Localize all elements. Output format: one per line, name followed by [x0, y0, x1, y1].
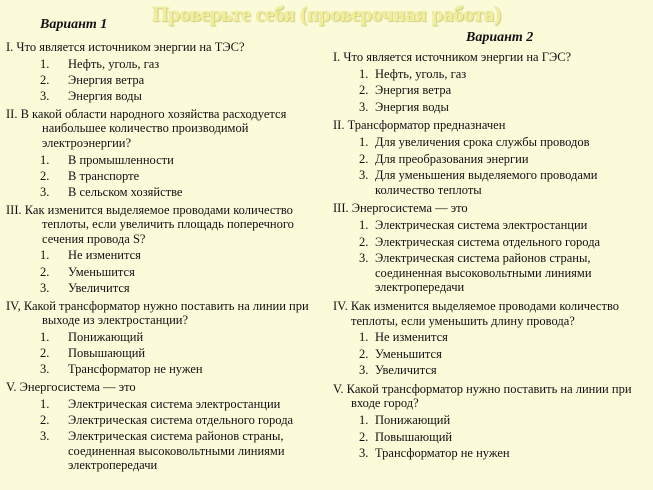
- answer-number: 1.: [359, 330, 369, 345]
- answer-text: Трансформатор не нужен: [68, 362, 203, 377]
- answer-option: [333, 218, 651, 233]
- question-text: II. Трансформатор предназначен: [333, 118, 506, 133]
- answer-number: 1.: [40, 56, 50, 71]
- answer-text: Понижающий: [375, 413, 451, 428]
- answer-text: Энергия воды: [68, 89, 142, 104]
- answer-option: [6, 397, 326, 412]
- question-block: [6, 299, 326, 377]
- answer-list: [6, 57, 326, 104]
- answer-text: Энергия ветра: [68, 72, 145, 87]
- question-block: [333, 299, 651, 378]
- question-text: II. В какой области народного хозяйства расходуется наибольшее количество производимой электроэнергии?: [6, 106, 287, 150]
- question-text: V. Какой трансформатор нужно поставить на линии при входе город?: [333, 381, 632, 411]
- answer-list: [333, 330, 651, 378]
- answer-text: Электрическая система электростанции: [68, 396, 281, 411]
- answer-number: 2.: [359, 151, 369, 166]
- variant-1-column: [6, 40, 326, 476]
- variant-2-column: [333, 50, 651, 465]
- question-text: I. Что является источником энергии на ГЭС?: [333, 50, 572, 64]
- question-block: [6, 203, 326, 296]
- answer-text: Электрическая система отдельного города: [68, 412, 294, 427]
- answer-text: Не изменится: [375, 330, 448, 345]
- answer-option: [333, 235, 651, 250]
- answer-option: [6, 330, 326, 345]
- answer-text: Электрическая система отдельного города: [375, 234, 601, 249]
- answer-text: Не изменится: [68, 248, 141, 263]
- answer-number: 1.: [359, 217, 369, 232]
- question-text: IV, Какой трансформатор нужно поставить на линии при выходе из электростанции?: [6, 298, 309, 328]
- answer-option: [6, 169, 326, 184]
- answer-list: [333, 135, 651, 197]
- answer-option: [333, 83, 651, 98]
- answer-option: [6, 362, 326, 377]
- answer-list: [6, 248, 326, 295]
- answer-number: 1.: [359, 66, 369, 81]
- answer-text: Повышающий: [68, 346, 146, 361]
- answer-text: Энергия ветра: [375, 83, 452, 98]
- answer-number: 2.: [359, 346, 369, 361]
- answer-number: 3.: [359, 251, 369, 266]
- answer-option: [333, 152, 651, 167]
- variant-1-heading: Вариант 1: [40, 17, 108, 32]
- answer-number: 3.: [40, 429, 50, 444]
- answer-text: Повышающий: [375, 429, 453, 444]
- answer-number: 2.: [40, 168, 50, 183]
- answer-option: [6, 57, 326, 72]
- answer-number: 3.: [359, 168, 369, 183]
- answer-text: Уменьшится: [375, 346, 442, 361]
- answer-option: [6, 429, 326, 473]
- answer-text: Для преобразования энергии: [375, 151, 529, 166]
- answer-number: 1.: [40, 248, 50, 263]
- answer-number: 2.: [40, 72, 50, 87]
- answer-list: [6, 153, 326, 200]
- answer-option: [333, 168, 651, 197]
- answer-text: Увеличится: [68, 281, 130, 296]
- answer-option: [333, 363, 651, 378]
- answer-text: Для уменьшения выделяемого проводами количество теплоты: [375, 168, 598, 197]
- question-text: III. Энергосистема — это: [333, 201, 468, 216]
- answer-option: [6, 89, 326, 104]
- answer-number: 3.: [359, 363, 369, 378]
- answer-option: [6, 185, 326, 200]
- answer-option: [6, 281, 326, 296]
- answer-number: 3.: [359, 99, 369, 114]
- question-text: III. Как изменится выделяемое проводами количество теплоты, если увеличить площадь поперечного сечения провода S?: [6, 202, 294, 246]
- answer-text: Уменьшится: [68, 264, 135, 279]
- answer-number: 3.: [40, 185, 50, 200]
- answer-option: [6, 346, 326, 361]
- answer-option: [333, 135, 651, 150]
- answer-option: [333, 251, 651, 295]
- answer-text: Для увеличения срока службы проводов: [375, 134, 590, 149]
- answer-number: 1.: [40, 152, 50, 167]
- answer-option: [6, 153, 326, 168]
- question-block: [333, 118, 651, 197]
- answer-number: 1.: [40, 396, 50, 411]
- answer-option: [333, 67, 651, 82]
- answer-number: 3.: [40, 281, 50, 296]
- answer-number: 2.: [359, 234, 369, 249]
- answer-number: 1.: [40, 329, 50, 344]
- answer-option: [333, 446, 651, 461]
- answer-text: В транспорте: [68, 168, 140, 183]
- answer-option: [333, 330, 651, 345]
- answer-text: Электрическая система районов страны, соединенная высоковольтными линиями электропередачи: [68, 429, 285, 473]
- answer-option: [333, 100, 651, 115]
- question-text: I. Что является источником энергии на ТЭС?: [6, 40, 245, 54]
- answer-number: 2.: [40, 264, 50, 279]
- question-block: [6, 380, 326, 473]
- answer-text: Нефть, уголь, газ: [68, 56, 160, 71]
- answer-text: В промышленности: [68, 152, 174, 167]
- answer-list: [333, 413, 651, 461]
- question-block: [333, 50, 651, 114]
- answer-text: Электрическая система районов страны, соединенная высоковольтными линиями электропередачи: [375, 251, 592, 295]
- answer-option: [6, 413, 326, 428]
- answer-text: Электрическая система электростанции: [375, 217, 588, 232]
- answer-option: [333, 347, 651, 362]
- answer-option: [333, 430, 651, 445]
- answer-number: 2.: [40, 346, 50, 361]
- answer-text: Понижающий: [68, 329, 144, 344]
- question-block: [333, 201, 651, 295]
- answer-number: 3.: [359, 446, 369, 461]
- answer-list: [333, 67, 651, 115]
- answer-number: 1.: [359, 413, 369, 428]
- answer-number: 2.: [359, 429, 369, 444]
- answer-option: [6, 73, 326, 88]
- question-block: [333, 382, 651, 461]
- answer-text: В сельском хозяйстве: [68, 185, 183, 200]
- question-block: [6, 40, 326, 104]
- answer-number: 2.: [40, 412, 50, 427]
- answer-number: 2.: [359, 83, 369, 98]
- answer-option: [6, 265, 326, 280]
- answer-list: [6, 330, 326, 377]
- answer-number: 3.: [40, 89, 50, 104]
- variant-2-heading: Вариант 2: [466, 30, 534, 45]
- question-text: IV. Как изменится выделяемое проводами количество теплоты, если уменьшить длину провода?: [333, 298, 620, 328]
- question-text: V. Энергосистема — это: [6, 379, 136, 394]
- answer-list: [6, 397, 326, 473]
- answer-text: Нефть, уголь, газ: [375, 66, 467, 81]
- answer-option: [333, 413, 651, 428]
- answer-number: 1.: [359, 134, 369, 149]
- answer-text: Увеличится: [375, 363, 437, 378]
- answer-text: Энергия воды: [375, 99, 449, 114]
- page-title: Проверьте себя (проверочная работа): [152, 2, 501, 26]
- answer-text: Трансформатор не нужен: [375, 446, 510, 461]
- answer-number: 3.: [40, 362, 50, 377]
- answer-option: [6, 248, 326, 263]
- question-block: [6, 107, 326, 200]
- answer-list: [333, 218, 651, 295]
